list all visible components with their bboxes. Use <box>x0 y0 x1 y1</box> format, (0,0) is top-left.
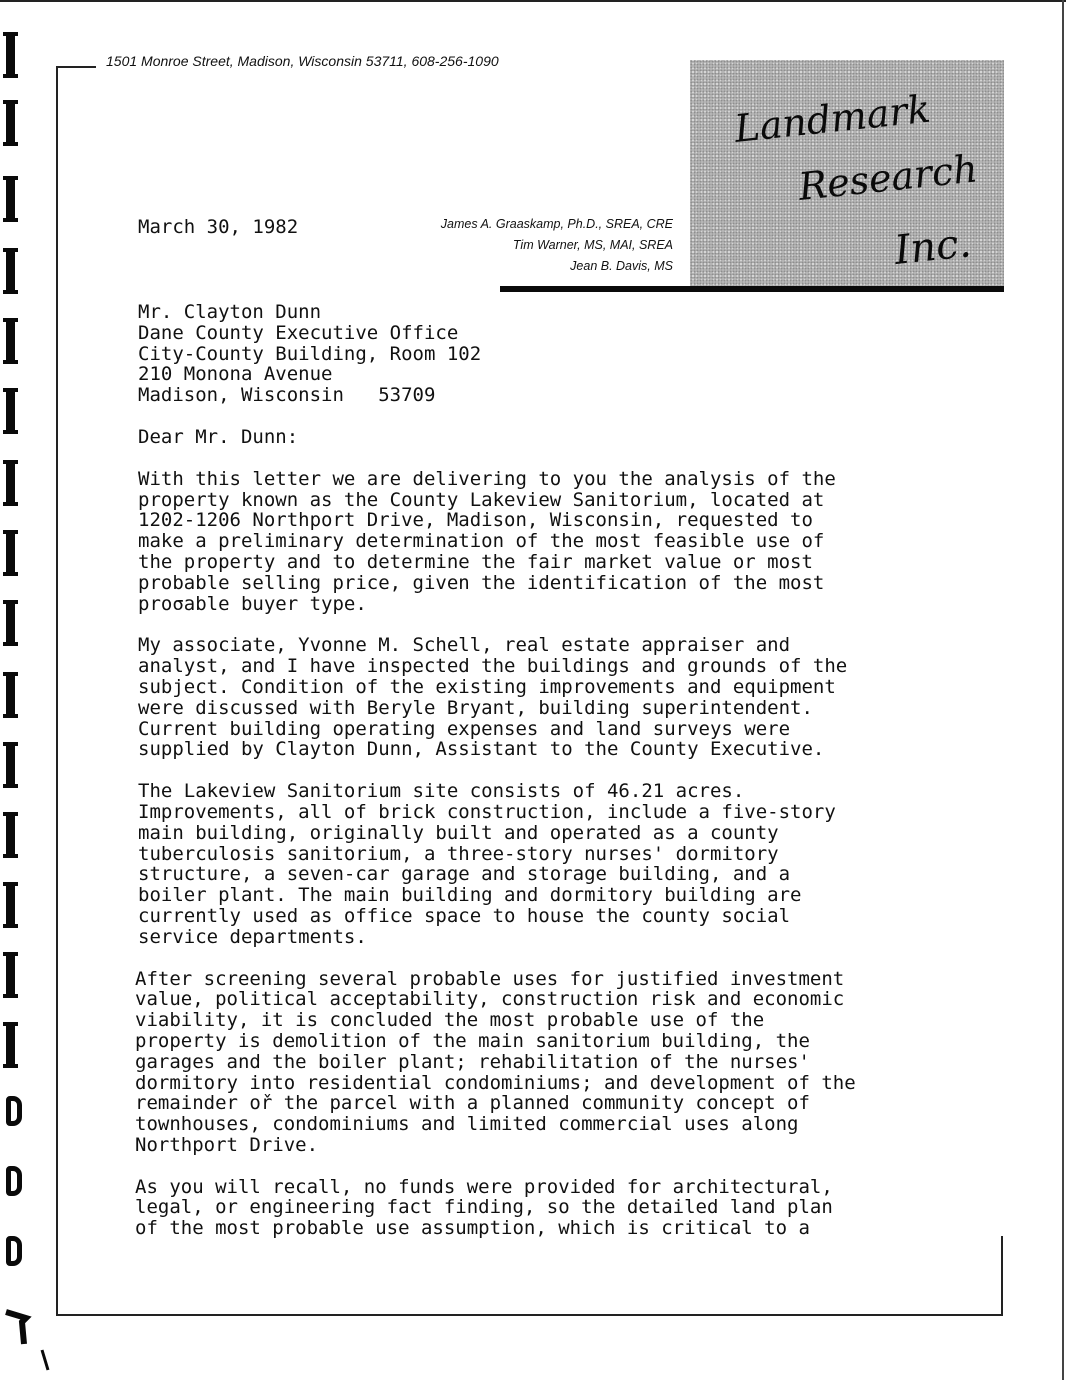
binder-punch-mark <box>6 600 15 646</box>
binder-punch-mark <box>6 742 15 788</box>
paragraph-line: subject. Condition of the existing improvements and equipment <box>138 675 836 698</box>
paragraph-line: make a preliminary determination of the most feasible use of <box>138 530 825 553</box>
page-top-edge <box>0 0 1066 2</box>
paragraph-line: main building, originally built and operated as a county <box>138 821 779 844</box>
binder-punch-mark <box>6 1236 22 1266</box>
paragraph <box>135 1177 938 1239</box>
paragraph <box>135 969 938 1156</box>
paragraph-line: 1202-1206 Northport Drive, Madison, Wisconsin, requested to <box>138 509 813 532</box>
paragraph-line: After screening several probable uses for justified investment <box>135 967 845 990</box>
logo-word-landmark: Landmark <box>732 86 933 151</box>
binder-punch-mark <box>6 882 15 928</box>
binder-punch-mark <box>6 672 15 718</box>
paragraph-line: property known as the County Lakeview Sanitorium, located at <box>138 488 825 511</box>
company-logo <box>690 60 1004 288</box>
principals-list <box>441 214 673 277</box>
recipient-address <box>138 302 938 406</box>
binder-punch-mark <box>6 812 15 858</box>
letterhead-frame-left <box>56 66 58 1316</box>
binder-punch-mark <box>6 1166 22 1196</box>
binder-punch-mark <box>6 1022 15 1068</box>
recipient-line: Madison, Wisconsin 53709 <box>138 384 436 407</box>
paragraph-line: of the most probable use assumption, which is critical to a <box>135 1217 810 1240</box>
salutation: Dear Mr. Dunn: <box>138 425 299 448</box>
binder-punch-mark <box>6 318 15 364</box>
binder-punch-mark <box>6 530 15 576</box>
recipient-line: 210 Monona Avenue <box>138 363 333 386</box>
binder-punch-mark <box>6 388 15 434</box>
letterhead-address: 1501 Monroe Street, Madison, Wisconsin 53711, 608-256-1090 <box>106 53 499 69</box>
page-right-edge <box>1062 0 1064 1380</box>
paragraph-line: currently used as office space to house the county social <box>138 904 791 927</box>
binder-punch-mark <box>6 248 15 294</box>
binder-punch-mark <box>6 32 15 78</box>
paragraph-line: the property and to determine the fair market value or most <box>138 550 813 573</box>
paragraph-line: Improvements, all of brick construction, include a five-story <box>138 800 836 823</box>
paragraph-line: As you will recall, no funds were provided for architectural, <box>135 1175 833 1198</box>
principal-name: Jean B. Davis, MS <box>570 259 673 273</box>
recipient-line: Dane County Executive Office <box>138 321 459 344</box>
paragraph-line: townhouses, condominiums and limited commercial uses along <box>135 1113 799 1136</box>
binder-corner-mark <box>4 1300 54 1380</box>
paragraph-line: proσable buyer type. <box>138 592 367 615</box>
paragraph-line: were discussed with Beryle Bryant, building superintendent. <box>138 696 813 719</box>
paragraph-line: garages and the boiler plant; rehabilitation of the nurses' <box>135 1050 810 1073</box>
paragraph-line: legal, or engineering fact finding, so the detailed land plan <box>135 1196 833 1219</box>
paragraph-line: boiler plant. The main building and dormitory building are <box>138 884 802 907</box>
paragraph-line: property is demolition of the main sanitorium building, the <box>135 1029 810 1052</box>
letterhead-frame-bottom <box>56 1314 1003 1316</box>
paragraph-line: dormitory into residential condominiums; and development of the <box>135 1071 856 1094</box>
letter-date: March 30, 1982 <box>138 216 299 238</box>
binder-punch-mark <box>6 460 15 506</box>
letterhead-frame-top <box>56 66 96 68</box>
paragraph-line: Northport Drive. <box>135 1133 319 1156</box>
paragraph-line: tuberculosis sanitorium, a three-story nurses' dormitory <box>138 842 779 865</box>
paragraph-line: value, political acceptability, construction risk and economic <box>135 988 845 1011</box>
recipient-line: Mr. Clayton Dunn <box>138 301 322 323</box>
logo-script <box>690 60 1004 288</box>
paragraph-line: supplied by Clayton Dunn, Assistant to the County Executive. <box>138 738 825 761</box>
recipient-line: City-County Building, Room 102 <box>138 342 482 365</box>
binder-punch-mark <box>6 1096 22 1126</box>
paragraph <box>138 781 938 947</box>
binder-punch-mark <box>6 100 15 146</box>
binder-punch-mark <box>6 952 15 998</box>
paragraph-line: My associate, Yvonne M. Schell, real estate appraiser and <box>138 634 791 657</box>
letterhead-frame-right <box>1001 1236 1003 1316</box>
paragraph <box>138 469 938 615</box>
logo-word-research: Research <box>796 146 980 209</box>
binder-punch-mark <box>6 176 15 222</box>
principal-name: James A. Graaskamp, Ph.D., SREA, CRE <box>440 217 673 231</box>
paragraph-line: The Lakeview Sanitorium site consists of 46.21 acres. <box>138 780 745 803</box>
paragraph-line: With this letter we are delivering to you the analysis of the <box>138 467 836 490</box>
paragraph-line: Current building operating expenses and land surveys were <box>138 717 791 740</box>
paragraph-line: viability, it is concluded the most probable use of the <box>135 1009 765 1032</box>
logo-word-inc: Inc. <box>892 220 974 274</box>
paragraph <box>138 635 938 760</box>
paragraph-line: probable selling price, given the identification of the most <box>138 571 825 594</box>
paragraph-line: structure, a seven-car garage and storage building, and a <box>138 863 791 886</box>
paragraph-line: service departments. <box>138 925 367 948</box>
letterhead-rule <box>500 286 1004 292</box>
letter-body <box>135 301 938 1240</box>
paragraph-line: remainder oř the parcel with a planned community concept of <box>135 1092 810 1115</box>
principal-name: Tim Warner, MS, MAI, SREA <box>512 238 673 252</box>
paragraph-line: analyst, and I have inspected the buildings and grounds of the <box>138 655 848 678</box>
